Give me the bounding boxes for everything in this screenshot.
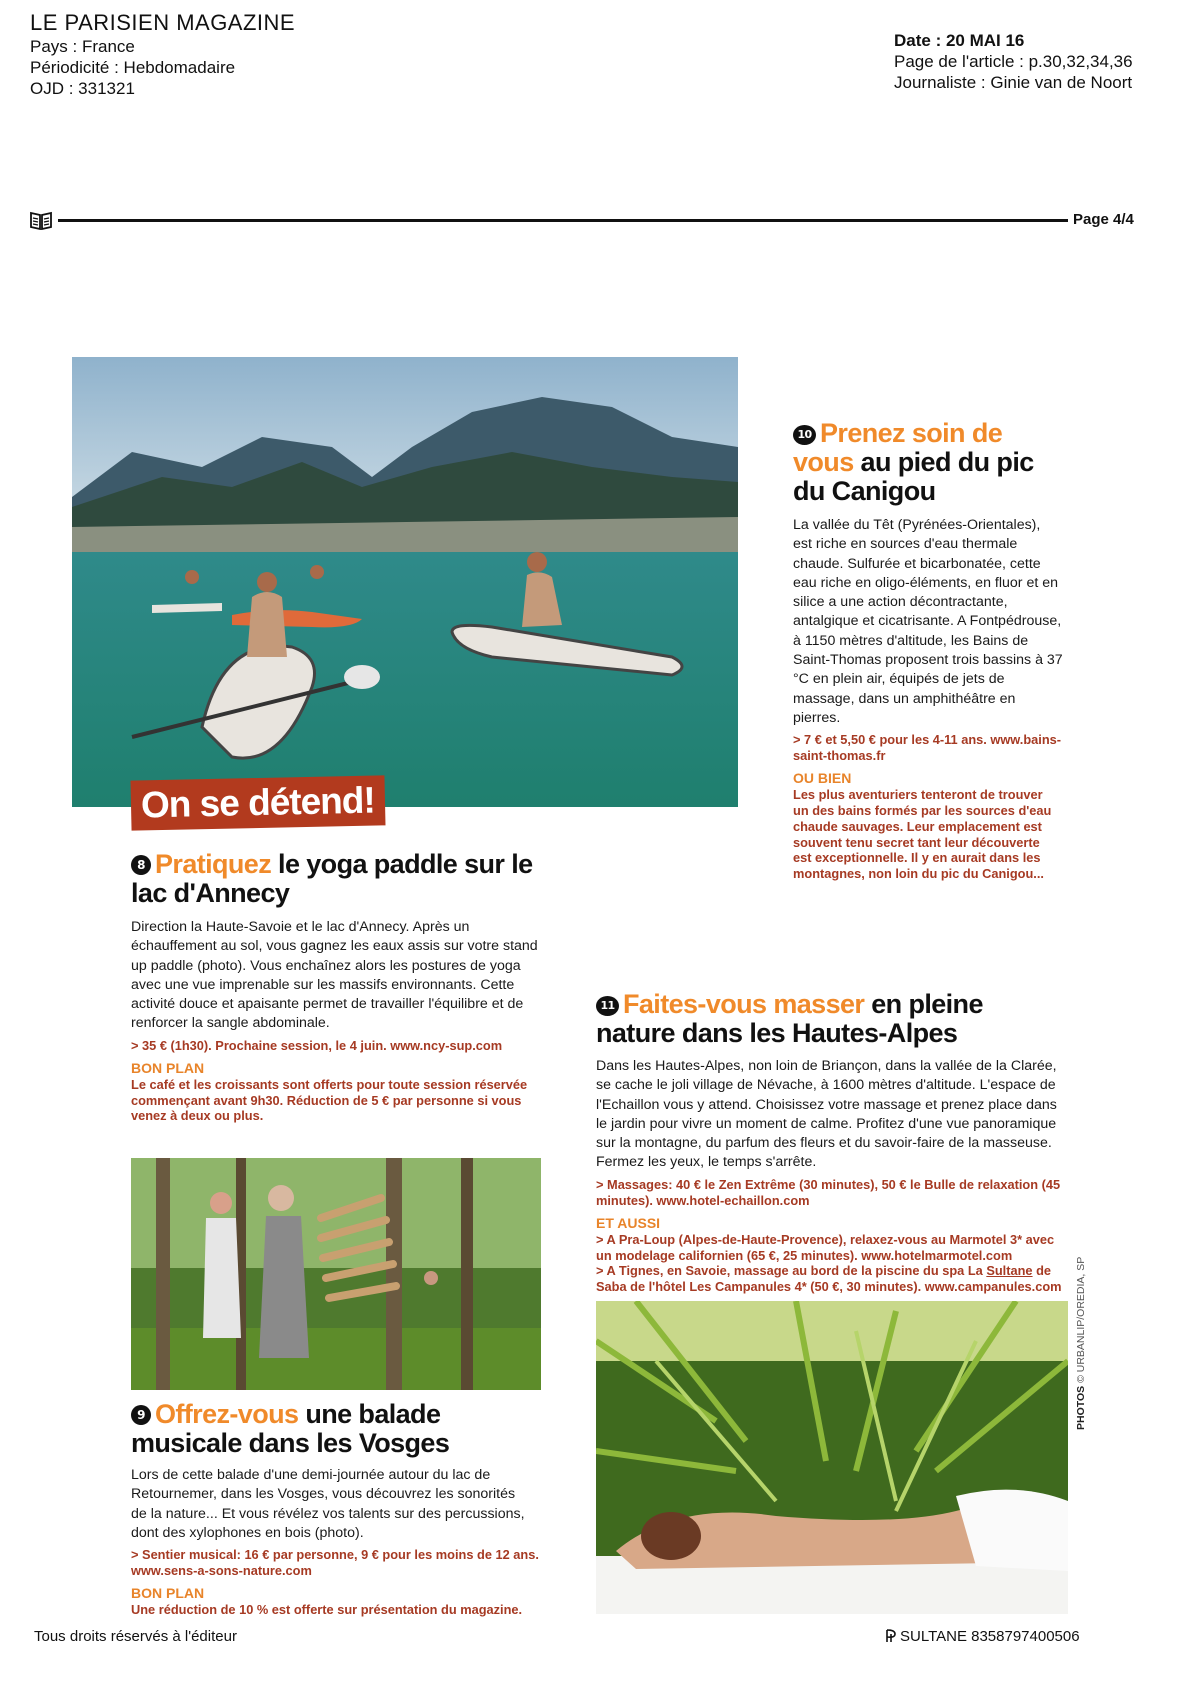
section-8-tip: Le café et les croissants sont offerts pour toute session réservée commençant avant 9h30. Réduction de 5 € par personne si vous venez à deux ou plus. [131, 1076, 528, 1124]
section-11-price: > Massages: 40 € le Zen Extrême (30 minutes), 50 € le Bulle de relaxation (45 minutes). www.hotel-echaillon.com [596, 1176, 1061, 1208]
section-9-title [131, 1400, 551, 1458]
section-10-title [793, 419, 1063, 506]
section-11-tip-2 [596, 1263, 1071, 1295]
sultane-link[interactable]: Sultane [986, 1263, 1033, 1279]
country: Pays : France [30, 37, 135, 56]
footer-code [884, 1628, 1080, 1645]
tip-2-start: > A Tignes, en Savoie, massage au bord de la piscine du spa La [596, 1263, 987, 1279]
page-number: Page 4/4 [1073, 211, 1134, 228]
section-8 [131, 850, 561, 1124]
photo-credit-text: © URBANLIP/OREDIA, SP [1075, 1256, 1087, 1383]
section-11 [596, 990, 1076, 1295]
section-8-subhead: BON PLAN [131, 1059, 205, 1076]
title-rest: au pied du pic du Canigou [793, 447, 1034, 506]
title-highlight: Pratiquez [155, 849, 272, 879]
section-9-price: > Sentier musical: 16 € par personne, 9 € pour les moins de 12 ans. www.sens-a-sons-nature.com [131, 1547, 539, 1579]
book-icon [30, 210, 52, 230]
forest-music-photo [131, 1158, 541, 1390]
footer-code-text: SULTANE 8358797400506 [900, 1628, 1080, 1645]
section-10-body: La vallée du Têt (Pyrénées-Orientales), est riche en sources d'eau thermale chaude. Sulfurée et bicarbonatée, cette eau riche en oligo-éléments, en fluor et en silice a une action décontractante, antalgique et cicatrisante. A Fontpédrouse, à 1150 mètres d'altitude, les Bains de Saint-Thomas proposent trois bassins à 37 °C en plein air, équipés de jets de massage, dans un amphithéâtre en pierres. [793, 517, 1063, 726]
article-pages: Page de l'article : p.30,32,34,36 [894, 52, 1133, 71]
section-10-subhead: OU BIEN [793, 770, 852, 787]
section-10-price: > 7 € et 5,50 € pour les 4-11 ans. www.bains-saint-thomas.fr [793, 732, 1062, 764]
publication-name: LE PARISIEN MAGAZINE [30, 10, 296, 35]
section-9-subhead: BON PLAN [131, 1585, 205, 1602]
header-rule [58, 219, 1068, 222]
ojd: OJD : 331321 [30, 79, 135, 98]
section-8-title [131, 850, 561, 908]
massage-photo [596, 1301, 1068, 1614]
section-10 [793, 419, 1073, 882]
logo-icon [884, 1628, 898, 1643]
title-highlight: Offrez-vous [155, 1399, 299, 1429]
photo-credit-label: PHOTOS [1075, 1385, 1087, 1430]
section-number: 11 [596, 996, 619, 1016]
periodicity: Périodicité : Hebdomadaire [30, 58, 236, 77]
journalist: Journaliste : Ginie van de Noort [894, 73, 1133, 92]
section-number: 8 [131, 855, 151, 875]
date: Date : 20 MAI 16 [894, 31, 1025, 50]
section-11-tip-1: > A Pra-Loup (Alpes-de-Haute-Provence), relaxez-vous au Marmotel 3* avec un modelage californien (65 €, 25 minutes). www.hotelmarmotel.com [596, 1231, 1055, 1263]
section-11-title [596, 990, 1066, 1048]
tip-2-end: de Saba de l'hôtel Les Campanules 4* (50 €, 30 minutes). www.campanules.com [596, 1263, 1062, 1295]
title-rest: en pleine nature dans les Hautes-Alpes [596, 989, 983, 1048]
publication-info [30, 10, 295, 99]
section-10-tip: Les plus aventuriers tenteront de trouver un des bains formés par les sources d'eau chaude sauvages. Leur emplacement est souvent tenu secret tant leur découverte est exceptionnelle. Il y en aurait dans les montagnes, non loin du pic du Canigou... [793, 787, 1052, 882]
section-9-tip: Une réduction de 10 % est offerte sur présentation du magazine. [131, 1602, 523, 1618]
section-banner: On se détend! [131, 775, 386, 830]
section-11-subhead: ET AUSSI [596, 1214, 661, 1231]
photo-credit [1075, 1257, 1087, 1430]
paddle-yoga-photo [72, 357, 738, 807]
title-highlight: Prenez soin de vous [793, 418, 1003, 477]
article-info [894, 30, 1133, 93]
section-9-body: Lors de cette balade d'une demi-journée autour du lac de Retournemer, dans les Vosges, vous découvrez les sonorités de la nature... Et vous révélez vos talents sur des percussions, dont des xylophones en bois (photo). [131, 1467, 525, 1541]
section-8-price: > 35 € (1h30). Prochaine session, le 4 juin. www.ncy-sup.com [131, 1037, 503, 1053]
section-number: 10 [793, 425, 816, 445]
section-number: 9 [131, 1405, 151, 1425]
title-highlight: Faites-vous masser [623, 989, 865, 1019]
section-11-body: Dans les Hautes-Alpes, non loin de Briançon, dans la vallée de la Clarée, se cache le joli village de Névache, à 1600 mètres d'altitude. L'espace de l'Echaillon vous y attend. Choisissez votre massage et prenez place dans le jardin pour vivre un moment de calme. Profitez d'une vue panoramique sur la montagne, du parfum des fleurs et du savoir-faire de la masseuse. Fermez les yeux, le temps s'arrête. [596, 1058, 1057, 1171]
title-rest: une balade musicale dans les Vosges [131, 1399, 450, 1458]
footer-rights: Tous droits réservés à l'éditeur [34, 1628, 237, 1645]
section-9 [131, 1400, 561, 1618]
section-8-body: Direction la Haute-Savoie et le lac d'Annecy. Après un échauffement au sol, vous gagnez les eaux assis sur votre stand up paddle (photo). Vous enchaînez alors les postures de yoga avec une vue imprenable sur les massifs environnants. Cette activité douce et apaisante permet de travailler l'équilibre et de renforcer la sangle abdominale. [131, 919, 538, 1032]
title-rest: le yoga paddle sur le lac d'Annecy [131, 849, 533, 908]
